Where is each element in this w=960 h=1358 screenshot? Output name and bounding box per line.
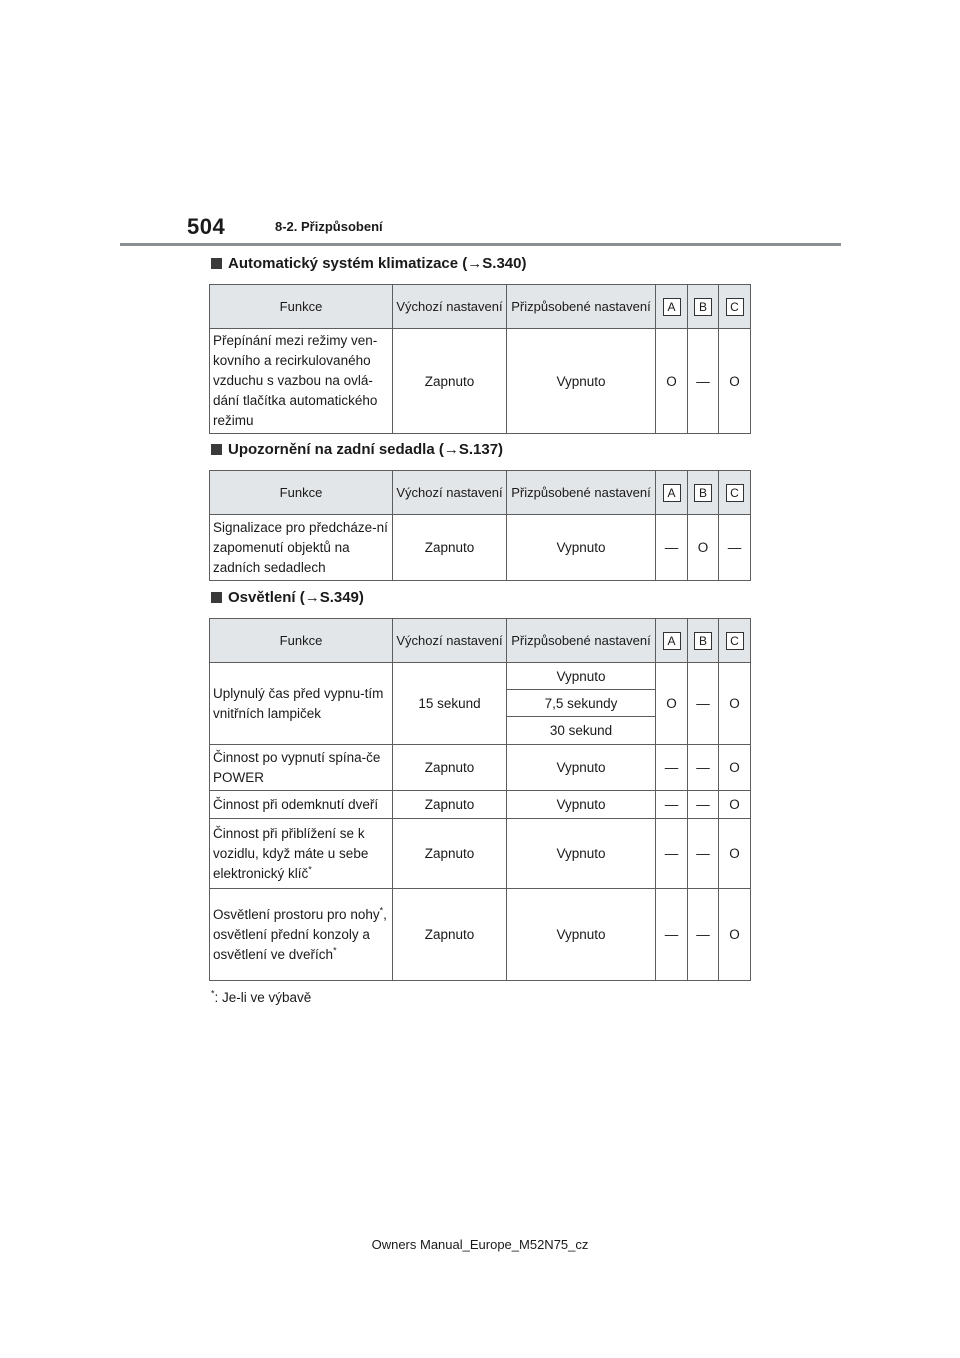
cell-b: — (688, 663, 719, 745)
cell-prizpusobene-option: Vypnuto (507, 663, 656, 690)
col-b (688, 619, 719, 663)
cell-a: — (656, 791, 688, 819)
col-funkce: Funkce (210, 471, 393, 515)
cell-funkce: Činnost po vypnutí spína-če POWER (210, 745, 393, 791)
subheading-ref: S.340) (482, 255, 527, 272)
table-climate (209, 284, 751, 434)
col-vychozi: Výchozí nastavení (393, 619, 507, 663)
cell-prizpusobene: Vypnuto (507, 745, 656, 791)
cell-b: — (688, 791, 719, 819)
cell-funkce: Přepínání mezi režimy ven-kovního a recirkulovaného vzduchu s vazbou na ovlá-dání tlačítka automatického režimu (210, 329, 393, 434)
cell-a: — (656, 515, 688, 581)
table-row (210, 663, 751, 690)
cell-vychozi: 15 sekund (393, 663, 507, 745)
cell-funkce-text: Osvětlení prostoru pro nohy (213, 906, 380, 922)
page-number: 504 (187, 214, 226, 239)
header-rule (120, 243, 841, 246)
col-funkce: Funkce (210, 285, 393, 329)
cell-c: O (719, 791, 751, 819)
col-funkce: Funkce (210, 619, 393, 663)
arrow-icon: → (443, 441, 459, 458)
cell-b: — (688, 889, 719, 981)
cell-prizpusobene: Vypnuto (507, 819, 656, 889)
box-b: B (694, 298, 712, 316)
col-a (656, 471, 688, 515)
subheading-text: Automatický systém klimatizace ( (228, 255, 468, 272)
table-lighting (209, 618, 751, 981)
cell-funkce-text: , osvětlení přední konzoly a osvětlení ve dveřích (213, 906, 387, 962)
cell-a: — (656, 745, 688, 791)
col-vychozi: Výchozí nastavení (393, 471, 507, 515)
cell-prizpusobene-option: 7,5 sekundy (507, 690, 656, 717)
cell-prizpusobene-option: 30 sekund (507, 717, 656, 745)
footnote (211, 990, 311, 1005)
cell-c: O (719, 745, 751, 791)
table-row (210, 745, 751, 791)
col-prizpusobene: Přizpůsobené nastavení (507, 471, 656, 515)
subheading-ref: S.349) (319, 589, 364, 606)
subheading-text: Osvětlení ( (228, 589, 305, 606)
cell-vychozi: Zapnuto (393, 515, 507, 581)
subheading-ref: S.137) (458, 441, 504, 458)
table-header-row (210, 471, 751, 515)
cell-c: O (719, 329, 751, 434)
cell-a: — (656, 889, 688, 981)
table-row (210, 889, 751, 981)
square-bullet-icon (211, 258, 222, 269)
cell-a: O (656, 329, 688, 434)
footnote-mark: * (308, 864, 312, 874)
box-a: A (663, 298, 681, 316)
box-c: C (726, 632, 744, 650)
box-b: B (694, 484, 712, 502)
cell-c: O (719, 663, 751, 745)
col-c (719, 619, 751, 663)
subheading-climate (211, 255, 526, 272)
cell-funkce (210, 889, 393, 981)
footnote-mark: * (211, 988, 215, 999)
cell-vychozi: Zapnuto (393, 745, 507, 791)
cell-b: — (688, 819, 719, 889)
square-bullet-icon (211, 444, 222, 455)
arrow-icon: → (467, 255, 483, 272)
cell-vychozi: Zapnuto (393, 329, 507, 434)
table-row (210, 791, 751, 819)
cell-prizpusobene: Vypnuto (507, 791, 656, 819)
table-header-row (210, 285, 751, 329)
cell-funkce: Uplynulý čas před vypnu-tím vnitřních lampiček (210, 663, 393, 745)
table-row (210, 819, 751, 889)
cell-b: O (688, 515, 719, 581)
footnote-mark: * (333, 945, 337, 955)
cell-c: O (719, 889, 751, 981)
square-bullet-icon (211, 592, 222, 603)
box-c: C (726, 484, 744, 502)
col-vychozi: Výchozí nastavení (393, 285, 507, 329)
cell-funkce-text: Činnost při přiblížení se k vozidlu, když máte u sebe elektronický klíč (213, 825, 369, 881)
cell-b: — (688, 329, 719, 434)
footer: Owners Manual_Europe_M52N75_cz (371, 1237, 589, 1252)
col-prizpusobene: Přizpůsobené nastavení (507, 285, 656, 329)
cell-funkce: Činnost při odemknutí dveří (210, 791, 393, 819)
cell-vychozi: Zapnuto (393, 819, 507, 889)
cell-b: — (688, 745, 719, 791)
cell-a: — (656, 819, 688, 889)
section-title: 8-2. Přizpůsobení (275, 219, 383, 234)
cell-c: O (719, 819, 751, 889)
table-header-row (210, 619, 751, 663)
table-row (210, 515, 751, 581)
col-prizpusobene: Přizpůsobené nastavení (507, 619, 656, 663)
cell-a: O (656, 663, 688, 745)
col-c (719, 471, 751, 515)
col-b (688, 285, 719, 329)
col-b (688, 471, 719, 515)
cell-prizpusobene: Vypnuto (507, 515, 656, 581)
footnote-mark: * (379, 905, 384, 915)
arrow-icon: → (304, 589, 320, 606)
cell-c: — (719, 515, 751, 581)
cell-funkce (210, 819, 393, 889)
cell-prizpusobene: Vypnuto (507, 329, 656, 434)
col-a (656, 619, 688, 663)
col-a (656, 285, 688, 329)
cell-prizpusobene: Vypnuto (507, 889, 656, 981)
col-c (719, 285, 751, 329)
cell-vychozi: Zapnuto (393, 889, 507, 981)
subheading-rear-seats (211, 441, 503, 458)
cell-funkce: Signalizace pro předcháze-ní zapomenutí objektů na zadních sedadlech (210, 515, 393, 581)
cell-vychozi: Zapnuto (393, 791, 507, 819)
subheading-lighting (211, 589, 364, 606)
box-a: A (663, 484, 681, 502)
footnote-text: : Je-li ve výbavě (214, 990, 312, 1005)
subheading-text: Upozornění na zadní sedadla ( (228, 441, 444, 458)
box-a: A (663, 632, 681, 650)
table-row (210, 329, 751, 434)
box-b: B (694, 632, 712, 650)
table-rear-seats (209, 470, 751, 581)
box-c: C (726, 298, 744, 316)
